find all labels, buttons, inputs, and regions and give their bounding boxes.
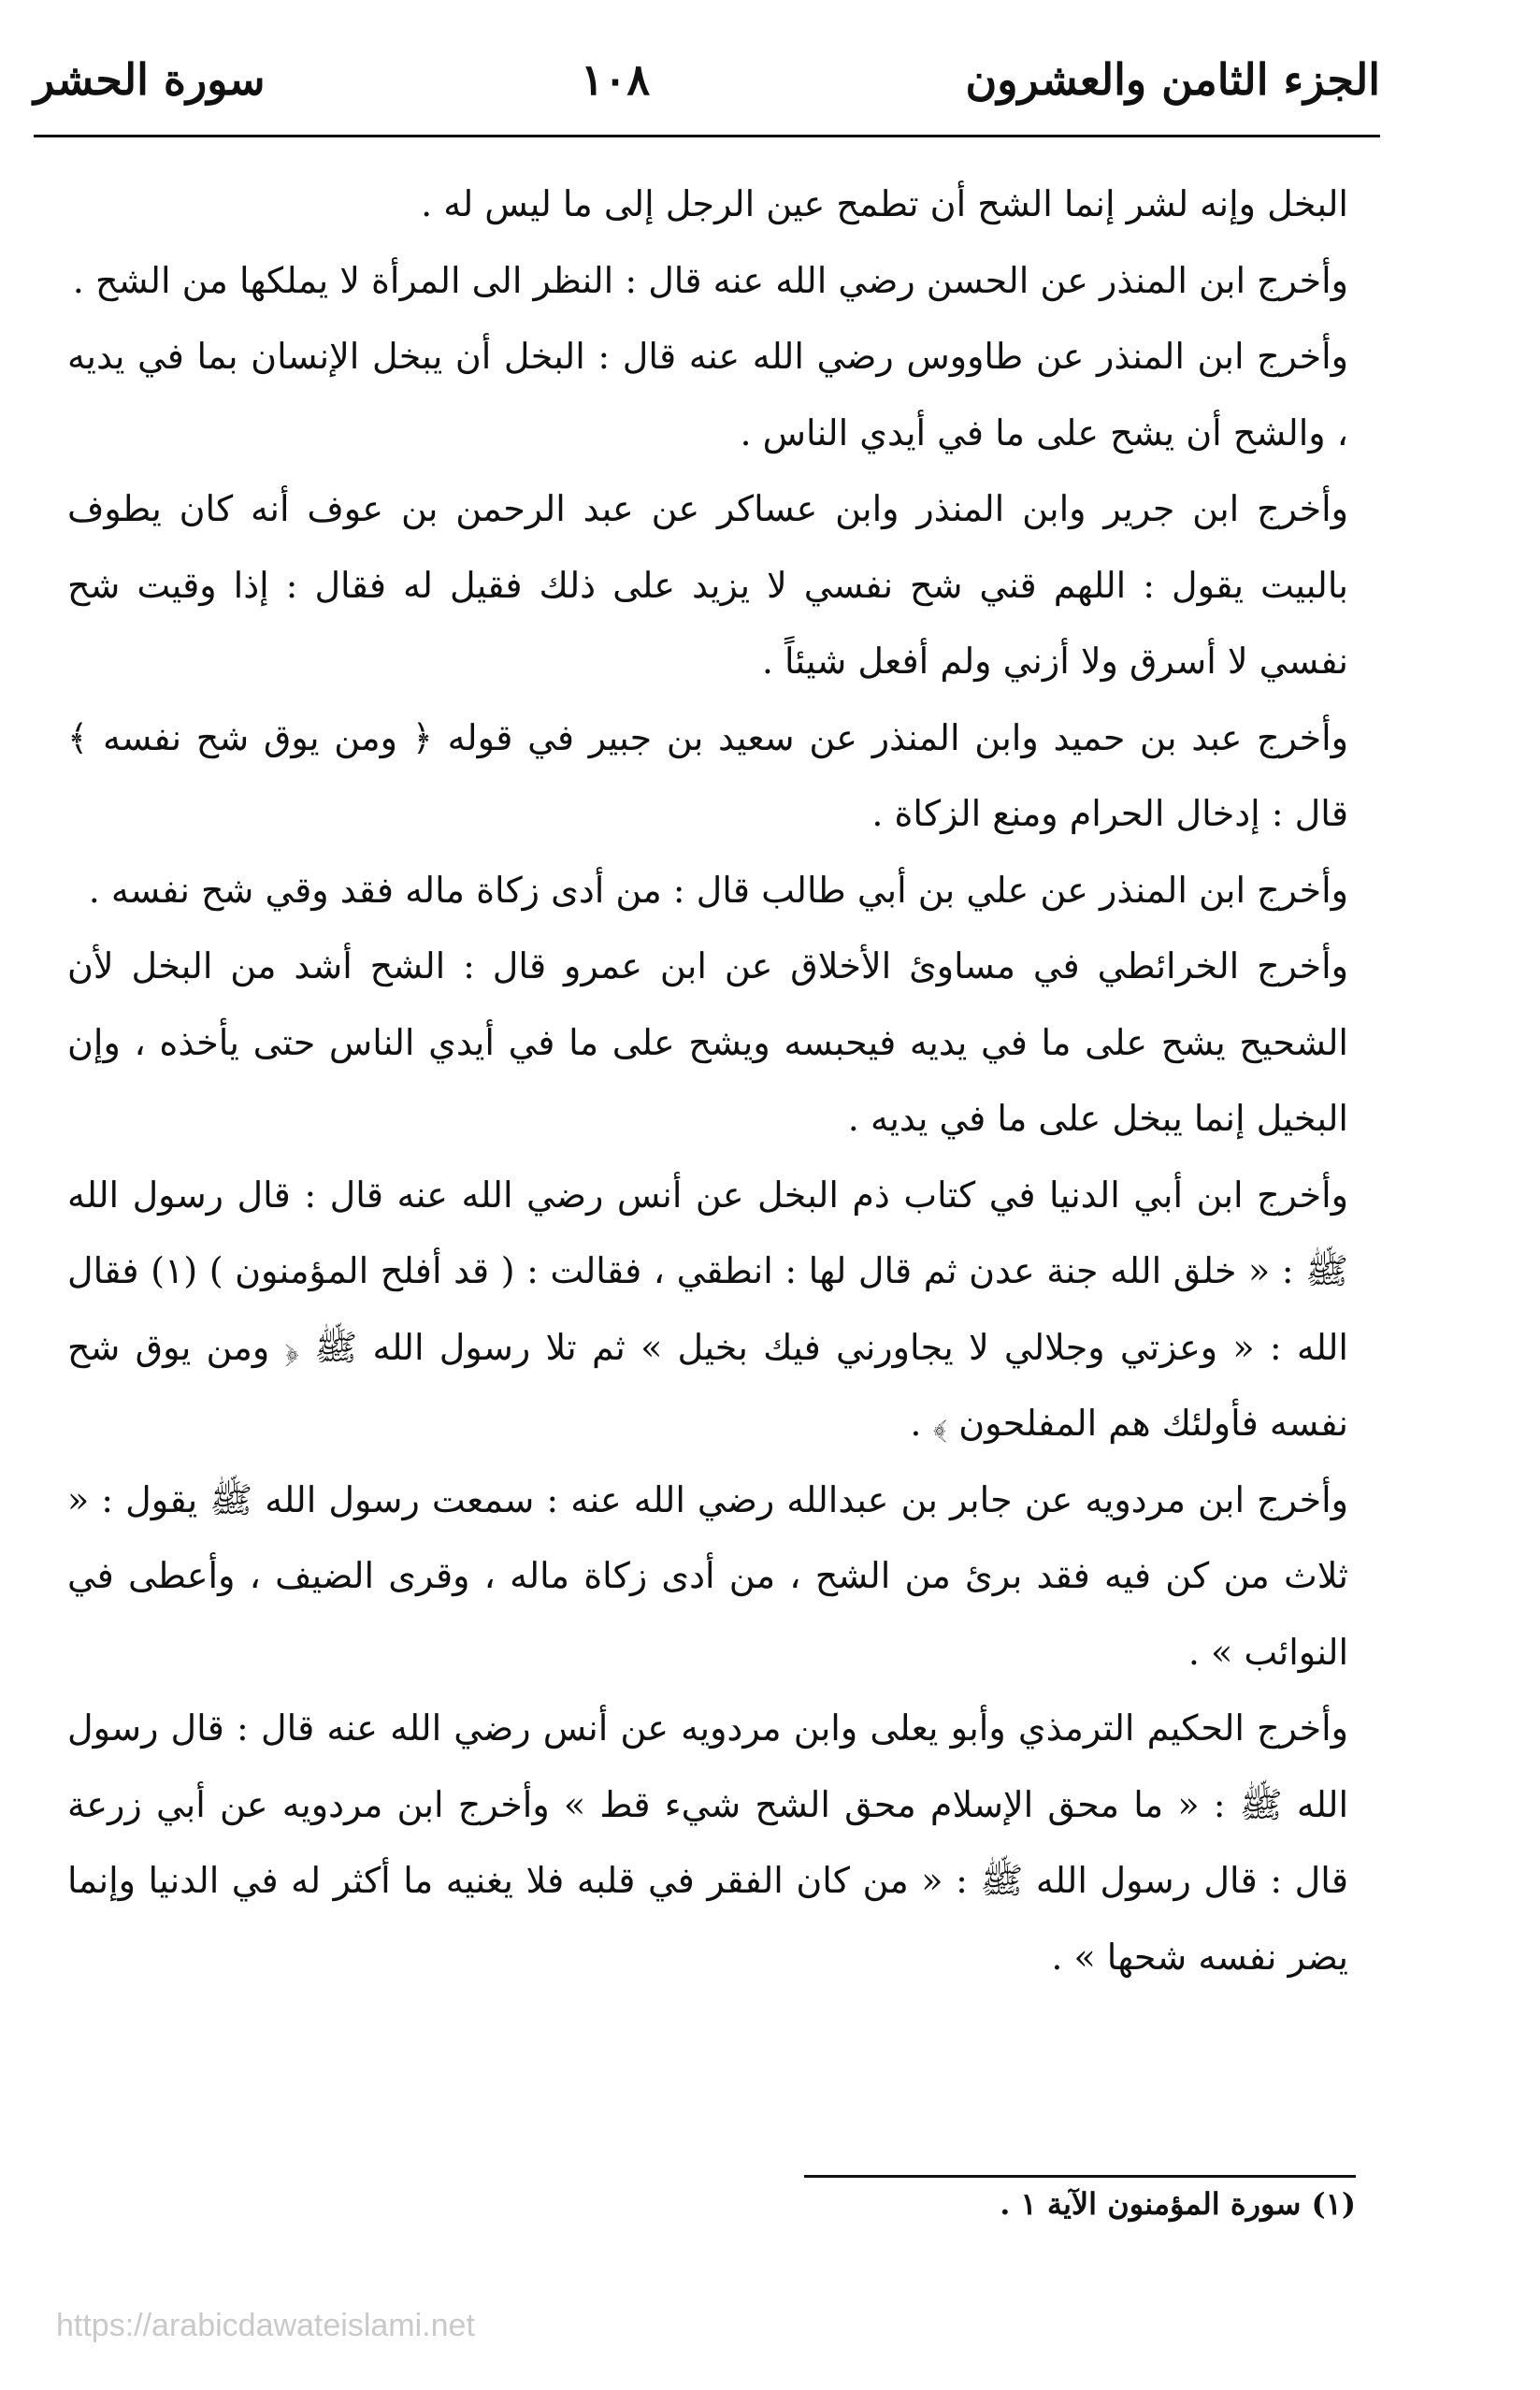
paragraph: وأخرج عبد بن حميد وابن المنذر عن سعيد بن جبير في قوله ﴿ ومن يوق شح نفسه ﴾ قال : إدخال الحرام ومنع الزكاة . — [67, 716, 1348, 834]
paragraph: وأخرج ابن المنذر عن طاووس رضي الله عنه قال : البخل أن يبخل الإنسان بما في يديه ، والشح أن يشح على ما في أيدي الناس . — [67, 336, 1348, 454]
paragraph: وأخرج ابن جرير وابن المنذر وابن عساكر عن عبد الرحمن بن عوف أنه كان يطوف بالبيت يقول : اللهم قني شح نفسي لا يزيد على ذلك فقيل له فقال : إذا وقيت شح نفسي لا أسرق ولا أزني ولم أفعل شيئاً . — [67, 488, 1348, 682]
paragraph: وأخرج ابن المنذر عن علي بن أبي طالب قال : من أدى زكاة ماله فقد وقي شح نفسه . — [88, 869, 1348, 911]
part-title: الجزء الثامن والعشرون — [965, 54, 1380, 105]
footnote-divider — [804, 2175, 1356, 2178]
body-text — [67, 166, 1348, 1995]
watermark-url: https://arabicdawateislami.net — [56, 2308, 475, 2343]
paragraph: البخل وإنه لشر إنما الشح أن تطمح عين الرجل إلى ما ليس له . — [421, 183, 1348, 224]
paragraph: وأخرج ابن المنذر عن الحسن رضي الله عنه قال : النظر الى المرأة لا يملكها من الشح . — [72, 259, 1348, 301]
paragraph: وأخرج ابن مردويه عن جابر بن عبدالله رضي الله عنه : سمعت رسول الله ﷺ يقول : « ثلاث من كن فيه فقد برئ من الشح ، من أدى زكاة ماله ، وقرى الضيف ، وأعطى في النوائب » . — [67, 1478, 1348, 1673]
surah-title: سورة الحشر — [34, 54, 266, 105]
footnote: (١) سورة المؤمنون الآية ١ . — [1000, 2186, 1356, 2222]
header-divider — [34, 135, 1380, 137]
page-number: ١٠٨ — [580, 54, 651, 105]
paragraph: وأخرج الحكيم الترمذي وأبو يعلى وابن مردويه عن أنس رضي الله عنه قال : قال رسول الله ﷺ : « ما محق الإسلام محق الشح شيء قط » وأخرج ابن مردويه عن أبي زرعة قال : قال رسول الله ﷺ : « من كان الفقر في قلبه فلا يغنيه ما أكثر له في الدنيا وإنما يضر نفسه شحها » . — [67, 1707, 1349, 1978]
paragraph: وأخرج الخرائطي في مساوئ الأخلاق عن ابن عمرو قال : الشح أشد من البخل لأن الشحيح يشح على ما في يديه فيحبسه ويشح على ما في أيدي الناس حتى يأخذه ، وإن البخيل إنما يبخل على ما في يديه . — [67, 945, 1348, 1139]
page-header — [34, 37, 1380, 122]
paragraph: وأخرج ابن أبي الدنيا في كتاب ذم البخل عن أنس رضي الله عنه قال : قال رسول الله ﷺ : « خلق الله جنة عدن ثم قال لها : انطقي ، فقالت : ( قد أفلح المؤمنون ) (١) فقال الله : « وعزتي وجلالي لا يجاورني فيك بخيل » ثم تلا رسول الله ﷺ ﴿ ومن يوق شح نفسه فأولئك هم المفلحون ﴾ . — [67, 1173, 1348, 1444]
